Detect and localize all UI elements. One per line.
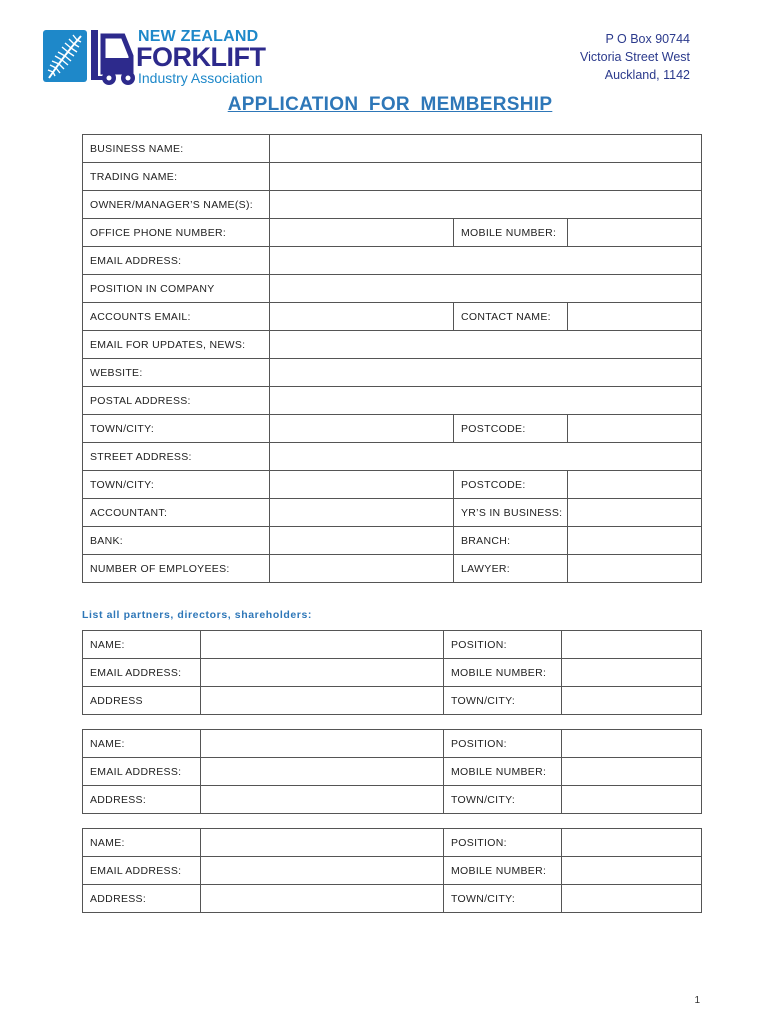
partner-name-label: NAME: [83, 730, 201, 758]
partner-town-field[interactable] [562, 687, 702, 715]
website-field[interactable] [270, 359, 702, 387]
partner-address-field[interactable] [201, 786, 444, 814]
partner-position-label: POSITION: [444, 829, 562, 857]
table-row [83, 163, 702, 191]
postal-town-field[interactable] [270, 415, 454, 443]
address-line-2: Victoria Street West [580, 50, 690, 64]
partners-heading: List all partners, directors, shareholders: [82, 609, 313, 621]
email-updates-label: EMAIL FOR UPDATES, NEWS: [83, 331, 270, 359]
partner-address-label: ADDRESS [83, 687, 201, 715]
partner-town-field[interactable] [562, 786, 702, 814]
lawyer-field[interactable] [568, 555, 702, 583]
partner-town-label: TOWN/CITY: [444, 687, 562, 715]
yrs-in-business-label: YR’S IN BUSINESS: [454, 499, 568, 527]
street-address-label: STREET ADDRESS: [83, 443, 270, 471]
partner-mobile-label: MOBILE NUMBER: [444, 659, 562, 687]
table-row [83, 758, 702, 786]
address-line-1: P O Box 90744 [605, 32, 690, 46]
website-label: WEBSITE: [83, 359, 270, 387]
table-row [83, 555, 702, 583]
table-row [83, 191, 702, 219]
table-row [83, 303, 702, 331]
forklift-icon [89, 30, 137, 86]
partner-mobile-label: MOBILE NUMBER: [444, 857, 562, 885]
table-row [83, 219, 702, 247]
partner-email-field[interactable] [201, 758, 444, 786]
table-row [83, 443, 702, 471]
accounts-email-label: ACCOUNTS EMAIL: [83, 303, 270, 331]
owner-manager-field[interactable] [270, 191, 702, 219]
table-row [83, 499, 702, 527]
table-row [83, 829, 702, 857]
office-phone-label: OFFICE PHONE NUMBER: [83, 219, 270, 247]
table-row [83, 331, 702, 359]
contact-name-label: CONTACT NAME: [454, 303, 568, 331]
page-title: APPLICATION FOR MEMBERSHIP [227, 94, 553, 115]
partner-town-label: TOWN/CITY: [444, 786, 562, 814]
logo-text-industry-association: Industry Association [138, 70, 263, 86]
table-row [83, 471, 702, 499]
num-employees-label: NUMBER OF EMPLOYEES: [83, 555, 270, 583]
trading-name-field[interactable] [270, 163, 702, 191]
partner-email-label: EMAIL ADDRESS: [83, 857, 201, 885]
partner-position-field[interactable] [562, 631, 702, 659]
partner-mobile-field[interactable] [562, 857, 702, 885]
table-row [83, 885, 702, 913]
partner-name-label: NAME: [83, 631, 201, 659]
bank-field[interactable] [270, 527, 454, 555]
business-details-table [82, 134, 702, 583]
partner-table-3 [82, 828, 702, 913]
yrs-in-business-field[interactable] [568, 499, 702, 527]
partner-mobile-field[interactable] [562, 659, 702, 687]
contact-name-field[interactable] [568, 303, 702, 331]
accounts-email-field[interactable] [270, 303, 454, 331]
partner-position-label: POSITION: [444, 631, 562, 659]
postal-address-label: POSTAL ADDRESS: [83, 387, 270, 415]
street-postcode-label: POSTCODE: [454, 471, 568, 499]
table-row [83, 786, 702, 814]
business-name-label: BUSINESS NAME: [83, 135, 270, 163]
street-postcode-field[interactable] [568, 471, 702, 499]
table-row [83, 730, 702, 758]
address-line-3: Auckland, 1142 [604, 68, 690, 82]
branch-label: BRANCH: [454, 527, 568, 555]
partner-address-field[interactable] [201, 885, 444, 913]
street-address-field[interactable] [270, 443, 702, 471]
postal-address-block [580, 30, 690, 84]
partner-address-label: ADDRESS: [83, 786, 201, 814]
position-label: POSITION IN COMPANY [83, 275, 270, 303]
partner-email-field[interactable] [201, 659, 444, 687]
table-row [83, 527, 702, 555]
num-employees-field[interactable] [270, 555, 454, 583]
table-row [83, 415, 702, 443]
email-updates-field[interactable] [270, 331, 702, 359]
position-field[interactable] [270, 275, 702, 303]
partner-name-field[interactable] [201, 829, 444, 857]
postal-address-field[interactable] [270, 387, 702, 415]
partner-position-field[interactable] [562, 730, 702, 758]
partner-position-label: POSITION: [444, 730, 562, 758]
partner-email-label: EMAIL ADDRESS: [83, 659, 201, 687]
mobile-number-field[interactable] [568, 219, 702, 247]
partner-address-label: ADDRESS: [83, 885, 201, 913]
table-row [83, 857, 702, 885]
bank-label: BANK: [83, 527, 270, 555]
owner-manager-label: OWNER/MANAGER’S NAME(S): [83, 191, 270, 219]
table-row [83, 135, 702, 163]
fern-icon [43, 30, 87, 82]
email-address-field[interactable] [270, 247, 702, 275]
table-row [83, 387, 702, 415]
partner-mobile-label: MOBILE NUMBER: [444, 758, 562, 786]
partner-position-field[interactable] [562, 829, 702, 857]
lawyer-label: LAWYER: [454, 555, 568, 583]
partner-address-field[interactable] [201, 687, 444, 715]
postal-postcode-label: POSTCODE: [454, 415, 568, 443]
partner-town-field[interactable] [562, 885, 702, 913]
partner-table-2 [82, 729, 702, 814]
trading-name-label: TRADING NAME: [83, 163, 270, 191]
street-town-field[interactable] [270, 471, 454, 499]
table-row [83, 247, 702, 275]
table-row [83, 631, 702, 659]
partner-name-field[interactable] [201, 730, 444, 758]
accountant-field[interactable] [270, 499, 454, 527]
partner-name-field[interactable] [201, 631, 444, 659]
business-name-field[interactable] [270, 135, 702, 163]
street-town-label: TOWN/CITY: [83, 471, 270, 499]
table-row [83, 359, 702, 387]
postal-postcode-field[interactable] [568, 415, 702, 443]
table-row [83, 275, 702, 303]
table-row [83, 687, 702, 715]
partner-town-label: TOWN/CITY: [444, 885, 562, 913]
partner-email-field[interactable] [201, 857, 444, 885]
accountant-label: ACCOUNTANT: [83, 499, 270, 527]
partner-table-1 [82, 630, 702, 715]
page-number: 1 [694, 995, 700, 1006]
branch-field[interactable] [568, 527, 702, 555]
partner-name-label: NAME: [83, 829, 201, 857]
table-row [83, 659, 702, 687]
logo-text-forklift: FORKLIFT [136, 42, 266, 72]
mobile-number-label: MOBILE NUMBER: [454, 219, 568, 247]
postal-town-label: TOWN/CITY: [83, 415, 270, 443]
association-logo [43, 28, 288, 88]
office-phone-field[interactable] [270, 219, 454, 247]
partner-mobile-field[interactable] [562, 758, 702, 786]
email-address-label: EMAIL ADDRESS: [83, 247, 270, 275]
logo-text-new-zealand: NEW ZEALAND [138, 28, 259, 45]
partner-email-label: EMAIL ADDRESS: [83, 758, 201, 786]
